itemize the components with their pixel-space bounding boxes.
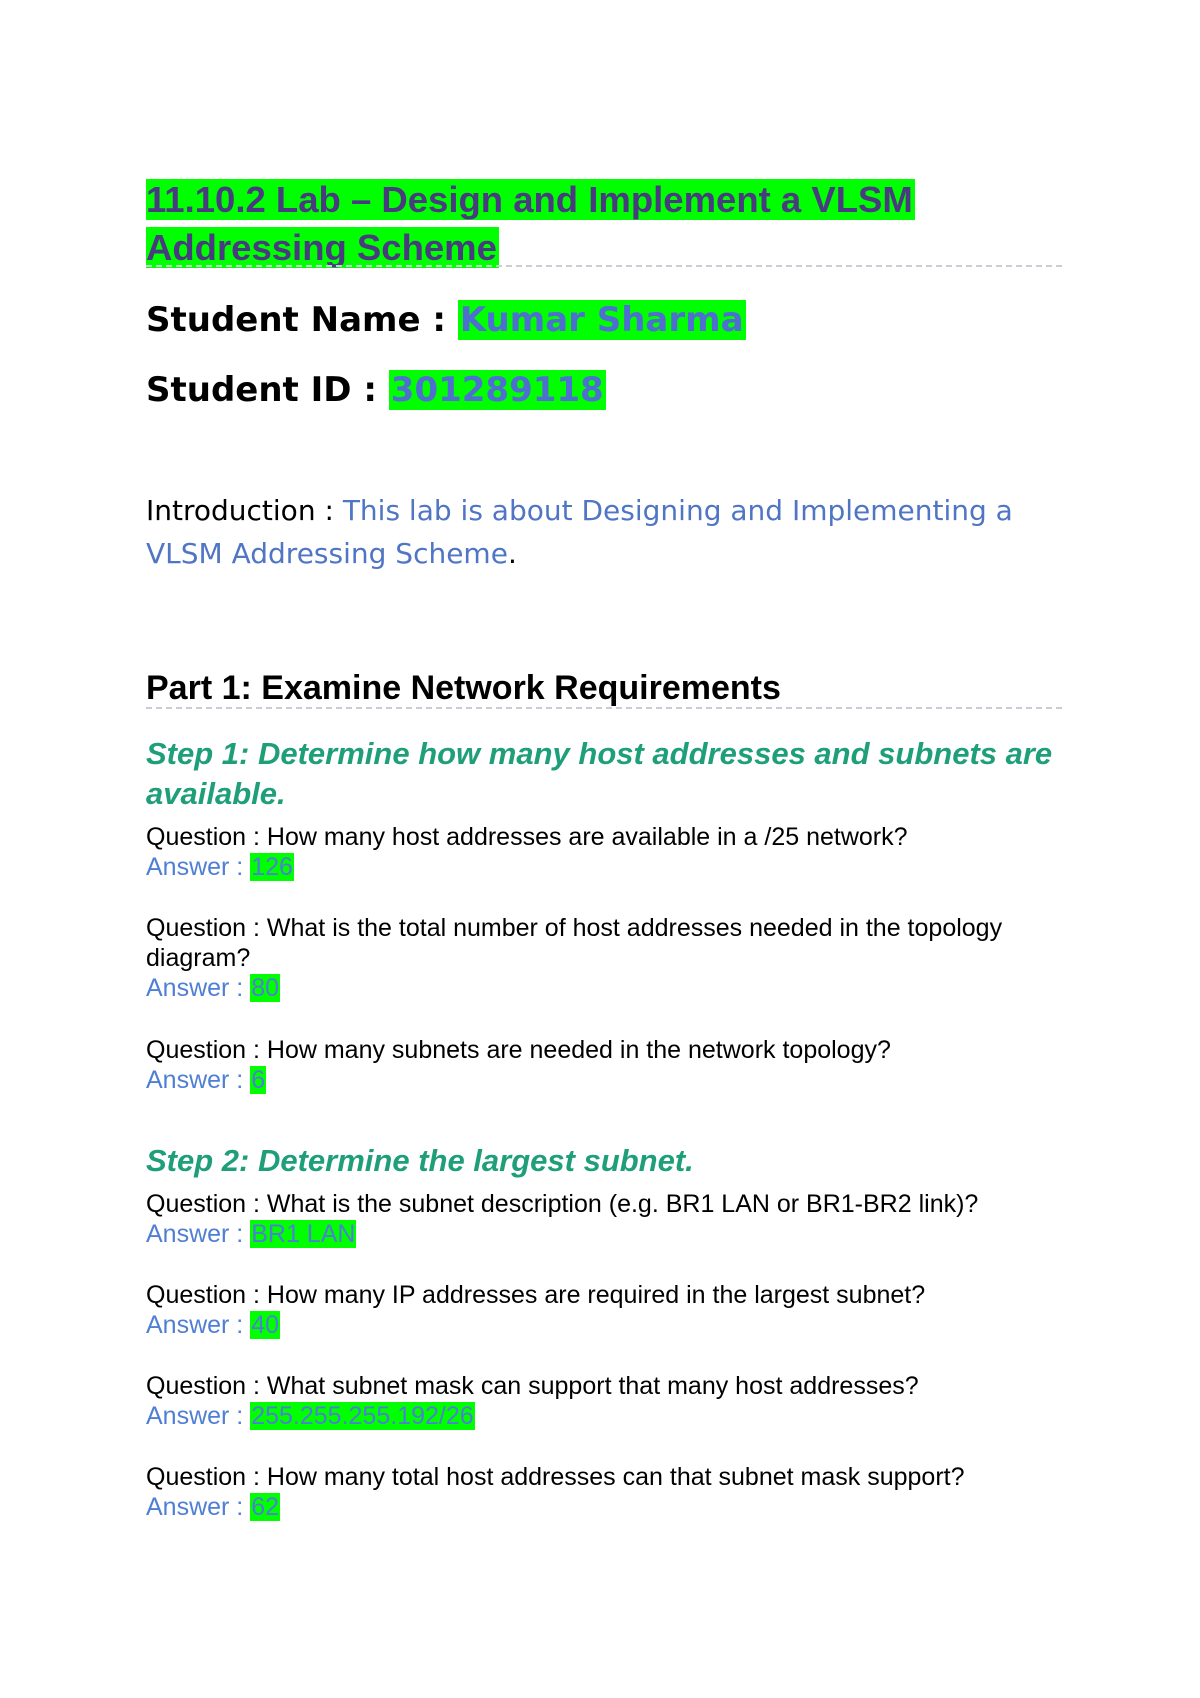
part-1-divider	[146, 707, 1062, 709]
intro-label: Introduction :	[146, 494, 334, 527]
question-text: Question : How many host addresses are available in a /25 network?	[146, 823, 908, 851]
student-id-value: 301289118	[390, 370, 604, 410]
answer-value: 80	[251, 974, 280, 1002]
qa-item	[146, 1462, 1076, 1522]
answer-value: 40	[251, 1311, 280, 1339]
document-title	[146, 176, 1062, 272]
answer-value: 126	[251, 853, 293, 881]
answer-row	[146, 1492, 1076, 1522]
answer-label: Answer :	[146, 1220, 244, 1248]
answer-label: Answer :	[146, 1066, 244, 1094]
step-1-heading: Step 1: Determine how many host addresses and subnets are available.	[146, 736, 1053, 811]
step-2-heading: Step 2: Determine the largest subnet.	[146, 1143, 694, 1178]
qa-item	[146, 1189, 1076, 1249]
answer-value: 6	[251, 1066, 266, 1094]
title-divider	[146, 265, 1062, 267]
answer-row	[146, 1219, 1076, 1249]
question-text: Question : How many IP addresses are required in the largest subnet?	[146, 1281, 926, 1309]
answer-value: 255.255.255.192/26	[251, 1402, 474, 1430]
title-line-2: Addressing Scheme	[146, 227, 497, 268]
answer-label: Answer :	[146, 1311, 244, 1339]
answer-row	[146, 852, 1076, 882]
answer-row	[146, 973, 1076, 1003]
student-id-row	[146, 366, 606, 414]
qa-item	[146, 913, 1076, 1003]
question-text: Question : How many subnets are needed in the network topology?	[146, 1036, 891, 1064]
question-text: Question : What is the subnet description (e.g. BR1 LAN or BR1-BR2 link)?	[146, 1190, 979, 1218]
answer-label: Answer :	[146, 974, 244, 1002]
student-name-label: Student Name :	[146, 300, 446, 340]
answer-label: Answer :	[146, 1493, 244, 1521]
answer-row	[146, 1310, 1076, 1340]
answer-value: 62	[251, 1493, 280, 1521]
student-id-label: Student ID :	[146, 370, 377, 410]
introduction-paragraph	[146, 489, 1076, 575]
qa-item	[146, 1371, 1076, 1431]
student-name-value: Kumar Sharma	[459, 300, 744, 340]
intro-text: This lab is about Designing and Implementing a VLSM Addressing Scheme	[146, 494, 1013, 570]
answer-value: BR1 LAN	[251, 1220, 356, 1248]
qa-item	[146, 1035, 1076, 1095]
qa-item	[146, 822, 1076, 882]
qa-item	[146, 1280, 1076, 1340]
question-text: Question : How many total host addresses can that subnet mask support?	[146, 1463, 965, 1491]
title-line-1: 11.10.2 Lab – Design and Implement a VLSM	[146, 179, 913, 220]
answer-label: Answer :	[146, 853, 244, 881]
part-1-heading: Part 1: Examine Network Requirements	[146, 669, 781, 707]
student-name-row	[146, 296, 746, 344]
answer-row	[146, 1401, 1076, 1431]
intro-period: .	[507, 537, 517, 570]
question-text: Question : What subnet mask can support that many host addresses?	[146, 1372, 919, 1400]
question-text: Question : What is the total number of host addresses needed in the topology diagram?	[146, 914, 1003, 972]
answer-label: Answer :	[146, 1402, 244, 1430]
answer-row	[146, 1065, 1076, 1095]
